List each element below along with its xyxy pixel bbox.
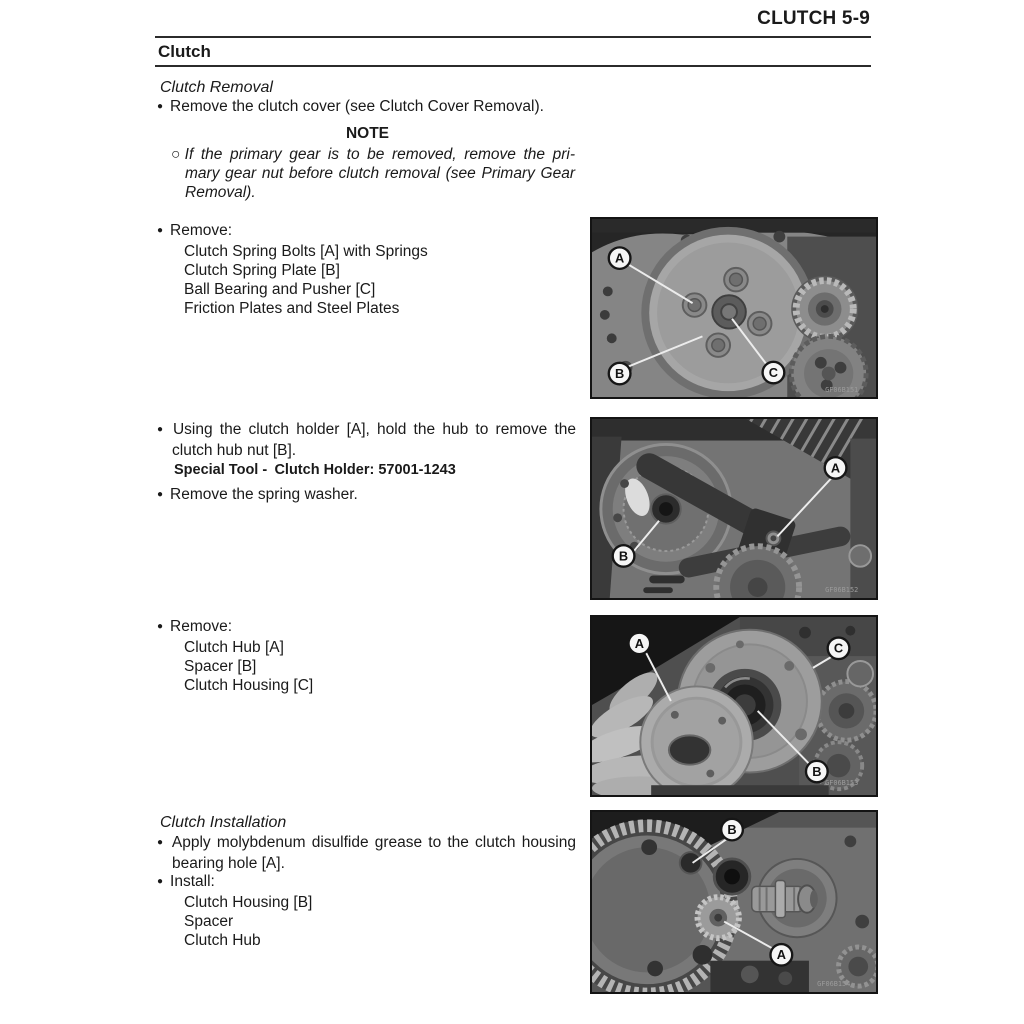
circle-bullet-icon: ○ xyxy=(171,146,184,163)
list-item: Spacer [B] xyxy=(184,658,257,675)
svg-text:B: B xyxy=(812,763,822,779)
photo-id-watermark: GF06B151 xyxy=(825,386,859,395)
photo-id-watermark: GF06B152 xyxy=(825,586,859,595)
bullet-icon: ● xyxy=(157,225,164,236)
step-clutch-holder-line-1 xyxy=(157,420,576,441)
install-list-lead xyxy=(157,872,587,893)
svg-text:C: C xyxy=(833,640,844,656)
step-grease-text-1: Apply molybdenum disulfide grease to the clutch housing xyxy=(171,834,576,851)
list-item: Friction Plates and Steel Plates xyxy=(184,300,400,317)
idler-gear xyxy=(791,276,858,343)
figure-clutch-holder xyxy=(590,417,878,600)
note-line-1-text: If the primary gear is to be removed, remove the pri- xyxy=(184,146,575,163)
header-rule-top xyxy=(155,36,871,38)
figure-4-photo xyxy=(592,812,876,992)
svg-text:B: B xyxy=(614,365,625,381)
remove-list-2 xyxy=(157,617,587,695)
callout-c xyxy=(828,638,850,660)
needle-gear xyxy=(698,897,739,938)
remove-list-1-lead xyxy=(157,221,587,242)
figure-clutch-housing xyxy=(590,810,878,994)
hub-flange xyxy=(640,686,752,795)
note-line-1 xyxy=(171,145,575,164)
step-grease-line-2: bearing hole [A]. xyxy=(172,855,285,872)
chapter-title: Clutch xyxy=(158,42,211,61)
list-item: Clutch Housing [B] xyxy=(184,894,313,911)
step-grease xyxy=(157,833,576,873)
list-item: Clutch Spring Plate [B] xyxy=(184,262,340,279)
figure-3-photo xyxy=(592,617,876,795)
step-clutch-holder xyxy=(157,420,576,460)
remove-list-1-lead-text: Remove: xyxy=(170,222,233,239)
photo-id-watermark: GF06B154 xyxy=(817,980,851,989)
svg-text:A: A xyxy=(634,635,644,651)
remove-list-1 xyxy=(157,221,587,318)
bullet-icon: ● xyxy=(157,621,164,632)
list-item: Ball Bearing and Pusher [C] xyxy=(184,281,376,298)
remove-list-2-lead xyxy=(157,617,587,638)
note-line-2: mary gear nut before clutch removal (see Primary Gear xyxy=(185,165,575,182)
header-rule-bottom xyxy=(155,65,871,67)
install-list xyxy=(157,872,587,950)
svg-text:A: A xyxy=(776,947,786,963)
step-grease-line-1 xyxy=(157,833,576,854)
step-spring-washer xyxy=(157,485,587,506)
figure-1-photo xyxy=(592,219,876,397)
callout-a xyxy=(628,633,650,655)
step-remove-cover xyxy=(157,97,587,118)
special-tool-note: Special Tool - Clutch Holder: 57001-1243 xyxy=(174,462,456,478)
dark-hub xyxy=(714,859,750,894)
svg-text:B: B xyxy=(618,548,629,564)
bullet-icon: ● xyxy=(157,876,164,887)
figure-clutch-hub xyxy=(590,615,878,797)
list-item: Clutch Hub [A] xyxy=(184,639,284,656)
page-header-label: CLUTCH 5-9 xyxy=(757,8,870,29)
install-list-lead-text: Install: xyxy=(170,873,215,890)
figure-clutch-spring-plate xyxy=(590,217,878,399)
callout-a xyxy=(825,457,847,479)
bullet-icon: ● xyxy=(157,424,166,435)
list-item: Clutch Hub xyxy=(184,932,261,949)
figure-2-photo xyxy=(592,419,876,598)
callout-a xyxy=(609,247,631,269)
svg-text:B: B xyxy=(727,822,737,837)
step-clutch-holder-line-2: clutch hub nut [B]. xyxy=(172,442,297,459)
list-item: Clutch Spring Bolts [A] with Springs xyxy=(184,243,428,260)
svg-text:C: C xyxy=(768,365,779,380)
callout-a xyxy=(770,944,792,966)
step-remove-cover-text: Remove the clutch cover (see Clutch Cover Removal). xyxy=(170,98,544,115)
list-item: Clutch Housing [C] xyxy=(184,677,314,694)
list-item: Spacer xyxy=(184,913,234,930)
bullet-icon: ● xyxy=(157,101,164,112)
note-label: NOTE xyxy=(345,125,390,142)
svg-text:A: A xyxy=(614,250,625,266)
bullet-icon: ● xyxy=(157,489,164,500)
bullet-icon: ● xyxy=(157,837,165,848)
step-spring-washer-text: Remove the spring washer. xyxy=(170,486,358,503)
note-block xyxy=(171,145,575,202)
removal-heading: Clutch Removal xyxy=(160,79,273,96)
lower-gear xyxy=(716,546,799,598)
callout-b xyxy=(613,545,635,567)
installation-heading: Clutch Installation xyxy=(160,814,287,831)
remove-list-2-lead-text: Remove: xyxy=(170,618,233,635)
step-clutch-holder-text-1: Using the clutch holder [A], hold the hub to remove the xyxy=(172,421,576,438)
note-line-3: Removal). xyxy=(185,184,256,201)
callout-c xyxy=(763,362,785,384)
callout-b xyxy=(721,819,743,841)
svg-text:A: A xyxy=(830,460,841,476)
pusher-center xyxy=(712,295,746,328)
photo-id-watermark: GF06B153 xyxy=(825,779,859,788)
callout-b xyxy=(609,363,631,385)
